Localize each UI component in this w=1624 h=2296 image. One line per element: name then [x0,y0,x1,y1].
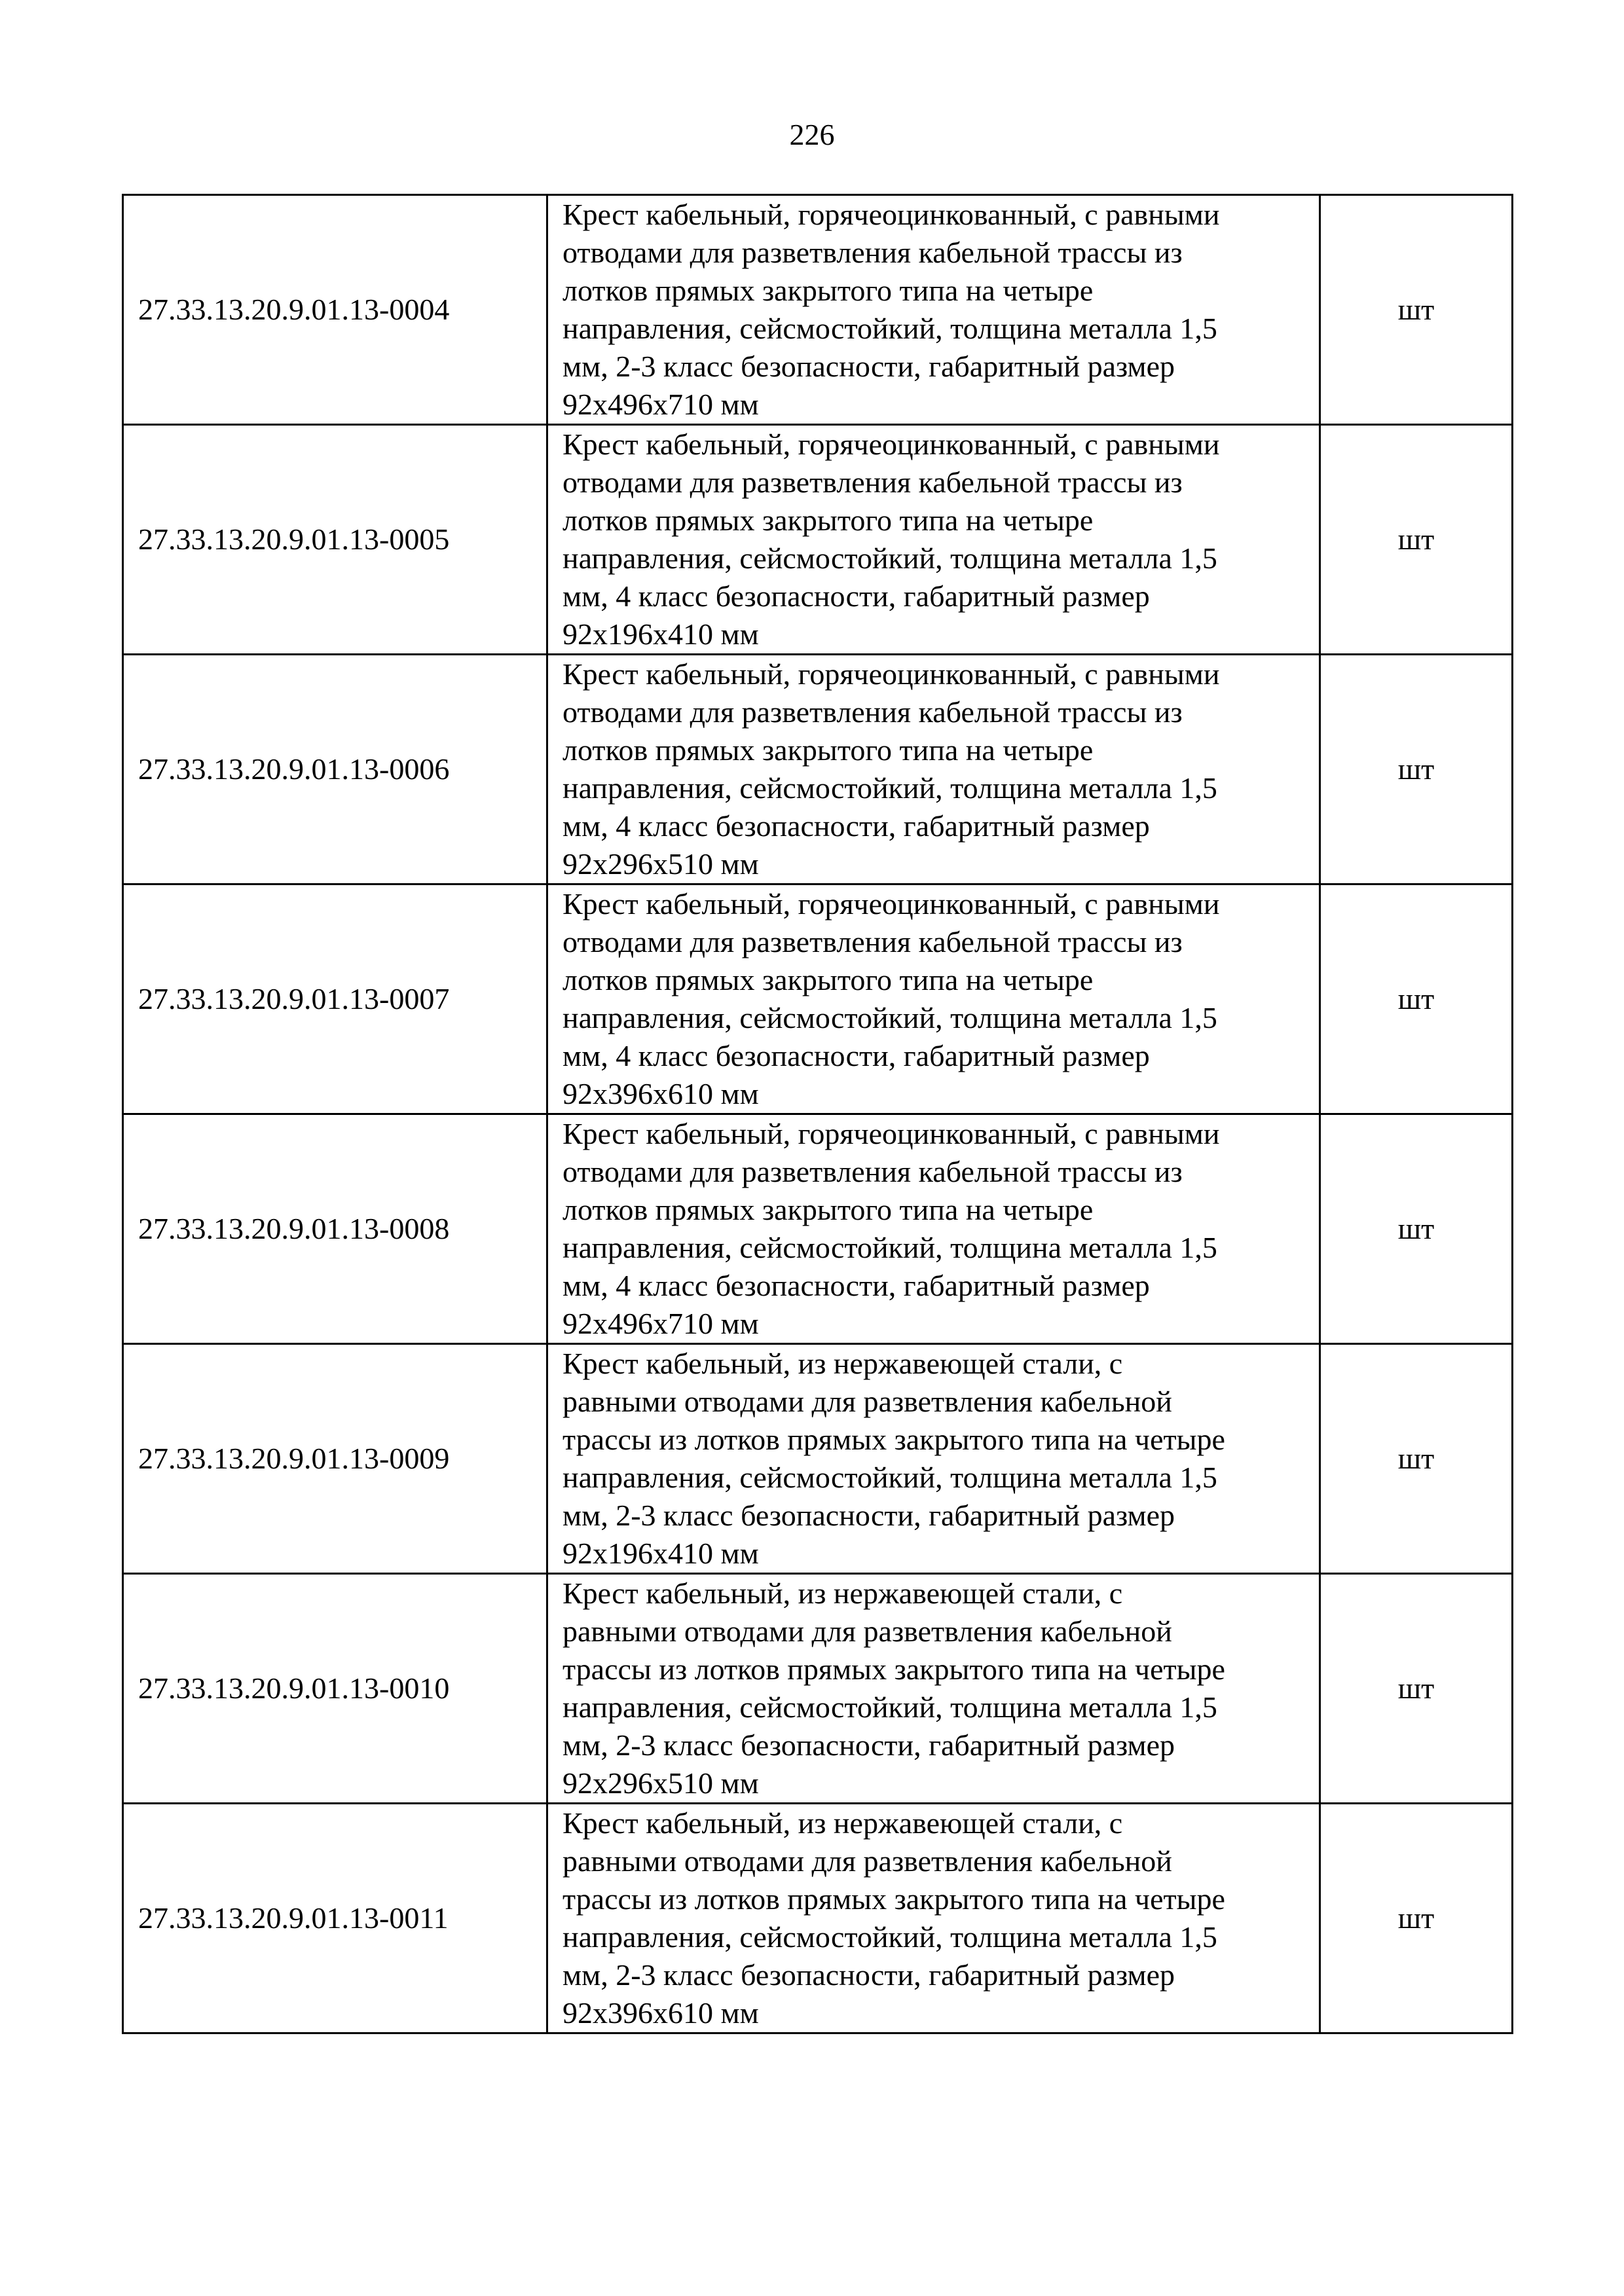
item-code: 27.33.13.20.9.01.13-0010 [123,1574,547,1804]
item-description-line: Крест кабельный, из нержавеющей стали, с [563,1576,1123,1610]
item-unit: шт [1320,1344,1513,1574]
item-description-line: Крест кабельный, горячеоцинкованный, с равными [563,428,1220,461]
item-description-line: мм, 4 класс безопасности, габаритный размер [563,1269,1150,1302]
item-description-line: направления, сейсмостойкий, толщина металла 1,5 [563,1690,1217,1724]
item-description [547,1344,1320,1574]
item-description-line: трассы из лотков прямых закрытого типа на четыре [563,1423,1225,1456]
item-description-line: 92х496х710 мм [563,388,759,421]
item-description-line: 92х296х510 мм [563,1766,759,1800]
item-description-line: лотков прямых закрытого типа на четыре [563,733,1094,767]
table-row [123,655,1513,884]
item-description-line: направления, сейсмостойкий, толщина металла 1,5 [563,1231,1217,1264]
item-description-line: лотков прямых закрытого типа на четыре [563,963,1094,996]
item-description-line: трассы из лотков прямых закрытого типа на четыре [563,1882,1225,1916]
item-description [547,1804,1320,2033]
item-description-line: направления, сейсмостойкий, толщина металла 1,5 [563,1001,1217,1034]
item-description-line: 92х196х410 мм [563,1537,759,1570]
item-description-line: лотков прямых закрытого типа на четыре [563,503,1094,537]
table-row [123,1344,1513,1574]
item-description-line: отводами для разветвления кабельной трассы из [563,925,1183,958]
table-row [123,1804,1513,2033]
item-description-line: 92х496х710 мм [563,1307,759,1340]
item-description-line: направления, сейсмостойкий, толщина металла 1,5 [563,1920,1217,1954]
item-description-line: отводами для разветвления кабельной трассы из [563,236,1183,269]
item-code: 27.33.13.20.9.01.13-0006 [123,655,547,884]
item-description-line: Крест кабельный, горячеоцинкованный, с равными [563,198,1220,231]
item-description-line: направления, сейсмостойкий, толщина металла 1,5 [563,541,1217,575]
item-description-line: направления, сейсмостойкий, толщина металла 1,5 [563,771,1217,805]
item-description-line: равными отводами для разветвления кабельной [563,1844,1172,1878]
item-description [547,884,1320,1114]
item-description-line: трассы из лотков прямых закрытого типа на четыре [563,1652,1225,1686]
item-description-line: Крест кабельный, из нержавеющей стали, с [563,1806,1123,1840]
table-row [123,1574,1513,1804]
items-table [122,194,1513,2034]
item-description-line: мм, 2-3 класс безопасности, габаритный размер [563,1499,1175,1532]
item-description-line: мм, 4 класс безопасности, габаритный размер [563,809,1150,843]
item-description-line: лотков прямых закрытого типа на четыре [563,274,1094,307]
item-description-line: мм, 4 класс безопасности, габаритный размер [563,1039,1150,1072]
item-description-line: мм, 2-3 класс безопасности, габаритный размер [563,1728,1175,1762]
item-description-line: Крест кабельный, горячеоцинкованный, с равными [563,1117,1220,1150]
item-unit: шт [1320,425,1513,655]
item-code: 27.33.13.20.9.01.13-0004 [123,195,547,425]
item-unit: шт [1320,1574,1513,1804]
item-description-line: отводами для разветвления кабельной трассы из [563,695,1183,729]
table-row [123,195,1513,425]
table-row [123,884,1513,1114]
item-code: 27.33.13.20.9.01.13-0008 [123,1114,547,1344]
item-description-line: мм, 4 класс безопасности, габаритный размер [563,579,1150,613]
item-unit: шт [1320,1804,1513,2033]
item-description-line: лотков прямых закрытого типа на четыре [563,1193,1094,1226]
item-description-line: равными отводами для разветвления кабельной [563,1385,1172,1418]
item-code: 27.33.13.20.9.01.13-0007 [123,884,547,1114]
item-code: 27.33.13.20.9.01.13-0009 [123,1344,547,1574]
item-description-line: отводами для разветвления кабельной трассы из [563,1155,1183,1188]
item-description [547,195,1320,425]
item-description-line: Крест кабельный, из нержавеющей стали, с [563,1347,1123,1380]
item-code: 27.33.13.20.9.01.13-0011 [123,1804,547,2033]
item-description-line: направления, сейсмостойкий, толщина металла 1,5 [563,1461,1217,1494]
item-description-line: 92х196х410 мм [563,617,759,651]
item-description-line: отводами для разветвления кабельной трассы из [563,465,1183,499]
item-description [547,1574,1320,1804]
item-description-line: направления, сейсмостойкий, толщина металла 1,5 [563,312,1217,345]
item-description [547,425,1320,655]
table-row [123,425,1513,655]
item-description-line: 92х396х610 мм [563,1077,759,1110]
item-description-line: мм, 2-3 класс безопасности, габаритный размер [563,350,1175,383]
item-description-line: 92х296х510 мм [563,847,759,881]
item-description-line: Крест кабельный, горячеоцинкованный, с равными [563,887,1220,920]
item-unit: шт [1320,1114,1513,1344]
item-description [547,1114,1320,1344]
item-unit: шт [1320,195,1513,425]
item-description-line: мм, 2-3 класс безопасности, габаритный размер [563,1958,1175,1992]
item-description-line: 92х396х610 мм [563,1996,759,2030]
table-row [123,1114,1513,1344]
table-body [123,195,1513,2033]
item-description-line: Крест кабельный, горячеоцинкованный, с равными [563,657,1220,691]
item-code: 27.33.13.20.9.01.13-0005 [123,425,547,655]
item-description-line: равными отводами для разветвления кабельной [563,1614,1172,1648]
page-number: 226 [789,118,835,151]
item-unit: шт [1320,884,1513,1114]
item-unit: шт [1320,655,1513,884]
item-description [547,655,1320,884]
